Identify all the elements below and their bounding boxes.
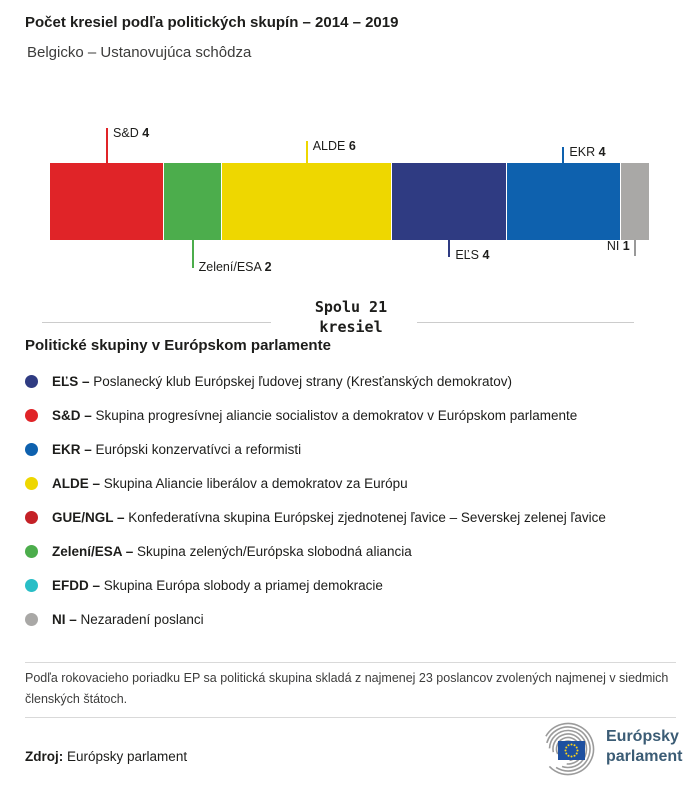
callout-line-EĽS — [448, 240, 450, 257]
seat-distribution-bar — [50, 163, 649, 240]
legend-color-dot — [25, 579, 38, 592]
legend-row — [25, 534, 685, 568]
legend-item-abbr: GUE/NGL – — [52, 509, 129, 525]
callout-seat-count: 4 — [142, 126, 150, 140]
legend-item-text — [52, 510, 606, 525]
legend-item-abbr: ALDE – — [52, 475, 104, 491]
bar-segment-EĽS — [392, 163, 505, 240]
callout-group-name: Zelení/ESA — [198, 260, 265, 274]
legend-item-desc: Skupina Európa slobody a priamej demokracie — [103, 577, 383, 593]
legend-color-dot — [25, 375, 38, 388]
total-seats-line2: kresiel — [319, 318, 383, 336]
source-line — [25, 749, 187, 764]
bar-segment-Zelení/ESA — [164, 163, 221, 240]
callout-line-ALDE — [306, 141, 308, 163]
legend-item-desc: Európski konzervatívci a reformisti — [95, 441, 302, 457]
european-parliament-logo — [528, 720, 698, 778]
callout-label-NI — [607, 239, 630, 253]
callout-group-name: EĽS — [455, 248, 483, 262]
legend-color-dot — [25, 511, 38, 524]
legend-row — [25, 500, 685, 534]
source-value: Európsky parlament — [67, 749, 188, 764]
footnote: Podľa rokovacieho poriadku EP sa politická skupina skladá z najmenej 23 poslancov zvolených najmenej v siedmich členských štátoch. — [25, 671, 669, 706]
callout-label-EĽS — [455, 248, 489, 262]
legend-item-abbr: Zelení/ESA – — [52, 543, 138, 559]
legend-row — [25, 602, 685, 636]
legend-item-abbr: S&D – — [52, 407, 96, 423]
source-label: Zdroj: — [25, 749, 64, 764]
callout-seat-count: 2 — [264, 260, 272, 274]
callout-seat-count: 1 — [622, 239, 630, 253]
legend-row — [25, 432, 685, 466]
divider-bottom — [25, 717, 676, 718]
bar-segment-ALDE — [222, 163, 392, 240]
legend-item-text — [52, 544, 412, 559]
legend-item-abbr: EKR – — [52, 441, 96, 457]
legend-row — [25, 398, 685, 432]
callout-group-name: NI — [606, 239, 623, 253]
legend-color-dot — [25, 409, 38, 422]
total-divider-left — [42, 322, 271, 323]
logo-wordmark — [606, 727, 682, 767]
legend-heading: Politické skupiny v Európskom parlamente — [25, 337, 331, 354]
callout-label-S&D — [113, 126, 149, 140]
legend-item-text — [52, 408, 577, 423]
callout-label-ALDE — [313, 139, 356, 153]
bar-segment-S&D — [50, 163, 163, 240]
callout-line-S&D — [106, 128, 108, 163]
legend-color-dot — [25, 477, 38, 490]
legend-item-desc: Skupina zelených/Európska slobodná aliancia — [137, 543, 412, 559]
legend-row — [25, 568, 685, 602]
legend-row — [25, 466, 685, 500]
logo-word-2: parlament — [606, 748, 683, 765]
legend-item-text — [52, 442, 301, 457]
callout-seat-count: 4 — [482, 248, 490, 262]
logo-word-1: Európsky — [606, 728, 679, 745]
callout-line-NI — [634, 240, 636, 256]
legend-item-abbr: EFDD – — [52, 577, 104, 593]
callout-label-EKR — [569, 145, 605, 159]
legend-list — [25, 364, 685, 636]
legend-item-desc: Skupina Aliancie liberálov a demokratov za Európu — [103, 475, 408, 491]
legend-item-text — [52, 612, 204, 627]
legend-item-desc: Konfederatívna skupina Európskej zjednotenej ľavice – Severskej zelenej ľavice — [128, 509, 606, 525]
legend-item-desc: Nezaradení poslanci — [80, 611, 204, 627]
legend-item-text — [52, 578, 383, 593]
legend-color-dot — [25, 443, 38, 456]
legend-item-abbr: EĽS – — [52, 373, 94, 389]
page-title: Počet kresiel podľa politických skupín – 2014 – 2019 — [25, 14, 399, 31]
callout-group-name: ALDE — [312, 139, 349, 153]
legend-item-abbr: NI – — [52, 611, 81, 627]
divider-top — [25, 662, 676, 663]
legend-item-text — [52, 374, 512, 389]
legend-row — [25, 364, 685, 398]
legend-color-dot — [25, 613, 38, 626]
legend-color-dot — [25, 545, 38, 558]
callout-group-name: EKR — [569, 145, 599, 159]
total-seats-line1: Spolu 21 — [314, 298, 388, 316]
legend-item-text — [52, 476, 408, 491]
callout-seat-count: 6 — [348, 139, 356, 153]
legend-item-desc: Poslanecký klub Európskej ľudovej strany (Kresťanských demokratov) — [93, 373, 512, 389]
callout-seat-count: 4 — [598, 145, 606, 159]
page-subtitle: Belgicko – Ustanovujúca schôdza — [27, 44, 252, 61]
bar-segment-EKR — [507, 163, 620, 240]
callout-line-Zelení/ESA — [192, 240, 194, 268]
bar-segment-NI — [621, 163, 649, 240]
total-seats-label — [251, 297, 451, 337]
legend-item-desc: Skupina progresívnej aliancie socialistov a demokratov v Európskom parlamente — [95, 407, 578, 423]
total-divider-right — [417, 322, 634, 323]
callout-label-Zelení/ESA — [199, 260, 272, 274]
callout-line-EKR — [562, 147, 564, 163]
callout-group-name: S&D — [113, 126, 143, 140]
